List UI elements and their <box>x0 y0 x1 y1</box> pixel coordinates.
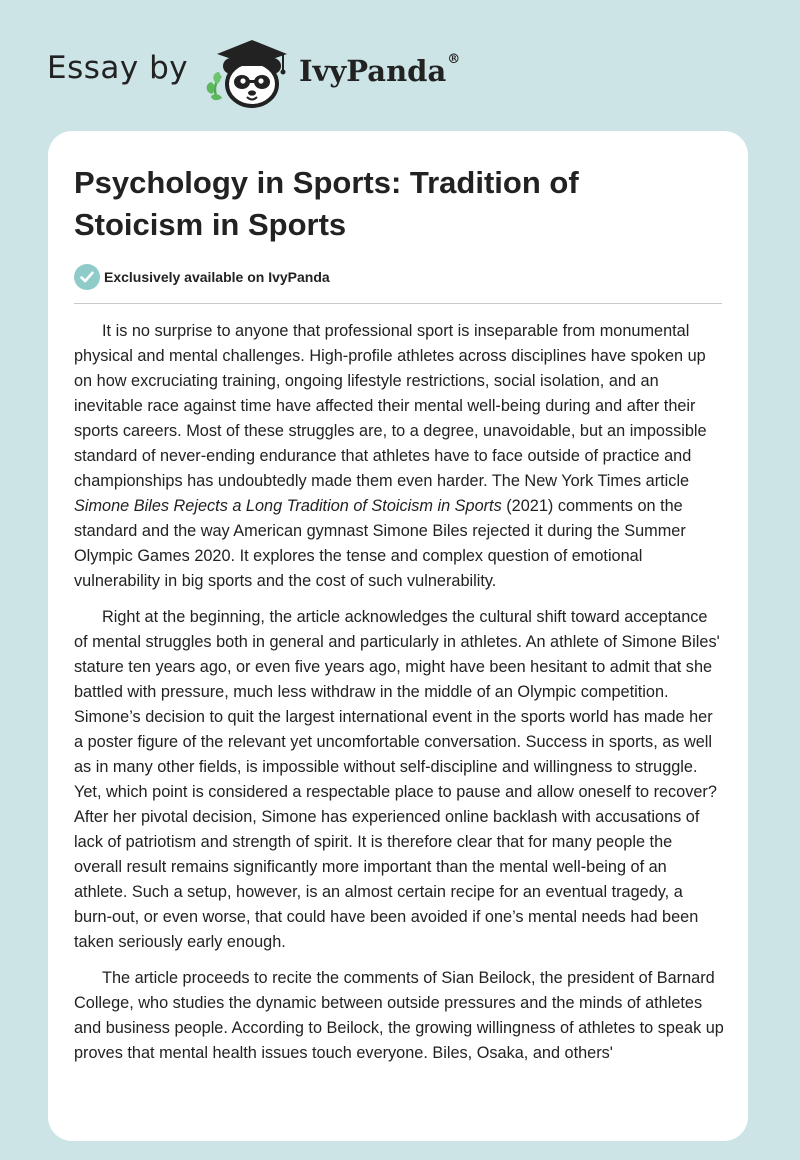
brand-name-text: IvyPanda <box>299 54 447 88</box>
paragraph <box>74 319 724 594</box>
essay-card <box>48 131 748 1141</box>
registered-mark: ® <box>447 52 461 67</box>
paragraph: Right at the beginning, the article acknowledges the cultural shift toward acceptance of mental struggles both in general and particularly in athletes. An athlete of Simone Biles' stature ten years ago, or even five years ago, might have been hesitant to admit that she battled with pressure, much less withdraw in the middle of an Olympic competition. Simone’s decision to quit the largest international event in the sports world has made her a poster figure of the relevant yet uncomfortable conversation. Success in sports, as well as in many other fields, is impossible without self-discipline and willingness to struggle. Yet, which point is considered a respectable place to pause and allow oneself to recover? After her pivotal decision, Simone has experienced online backlash with accusations of lack of patriotism and strength of spirit. It is therefore clear that for many people the overall result remains significantly more important than the mental well-being of an athlete. Such a setup, however, is an almost certain recipe for an eventual tragedy, a burn-out, or even worse, that could have been avoided if one’s mental needs had been taken seriously early enough. <box>74 608 720 951</box>
site-header <box>47 32 507 112</box>
exclusive-badge-label: Exclusively available on IvyPanda <box>104 269 330 285</box>
essay-by-label: Essay by <box>47 50 189 86</box>
article-title-italic: Simone Biles Rejects a Long Tradition of Stoicism in Sports <box>74 497 502 515</box>
divider <box>74 303 722 304</box>
essay-body <box>74 319 724 1077</box>
panda-logo-icon[interactable] <box>203 36 293 112</box>
essay-title: Psychology in Sports: Tradition of Stoicism in Sports <box>74 165 579 242</box>
paragraph-text: (2021) comments on the standard and the way American gymnast Simone Biles rejected it during the Summer Olympic Games 2020. It explores the tense and complex question of emotional vulnerability in big sports and the cost of such vulnerability. <box>74 497 686 590</box>
paragraph-text: It is no surprise to anyone that professional sport is inseparable from monumental physical and mental challenges. High-profile athletes across disciplines have spoken up on how excruciating training, ongoing lifestyle restrictions, social isolation, and an inevitable race against time have affected their mental well-being during and after their sports careers. Most of these struggles are, to a degree, unavoidable, but an impossible standard of never-ending endurance that athletes have to face outside of practice and championships has undoubtedly made them even harder. The New York Times article <box>74 322 707 490</box>
check-icon <box>74 264 100 290</box>
paragraph: The article proceeds to recite the comments of Sian Beilock, the president of Barnard College, who studies the dynamic between outside pressures and the minds of athletes and business people. According to Beilock, the growing willingness of athletes to speak up proves that mental health issues touch everyone. Biles, Osaka, and others' <box>74 969 724 1062</box>
brand-name[interactable] <box>299 54 460 88</box>
